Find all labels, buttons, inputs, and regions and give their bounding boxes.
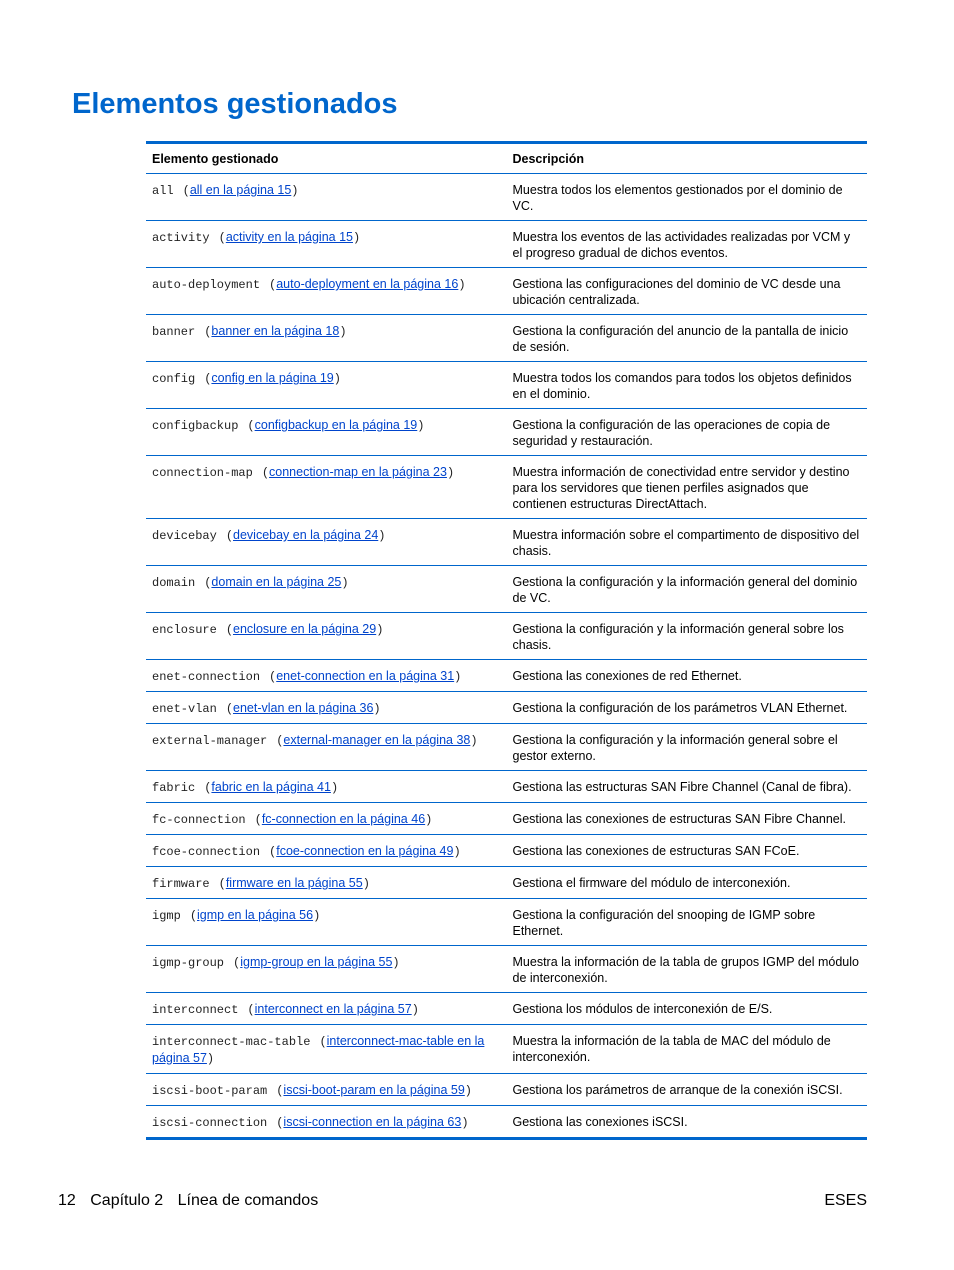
managed-element-cell: fcoe-connection (fcoe-connection en la página 49) xyxy=(146,835,506,867)
description-cell: Gestiona la configuración de los parámetros VLAN Ethernet. xyxy=(506,692,867,724)
page-reference-link[interactable]: igmp en la página 56 xyxy=(197,908,314,922)
table-row xyxy=(146,724,867,771)
command-name: auto-deployment xyxy=(152,278,261,292)
page-reference-link[interactable]: enet-vlan en la página 36 xyxy=(233,701,374,715)
page-reference-link[interactable]: all en la página 15 xyxy=(189,183,292,197)
command-name: fc-connection xyxy=(152,813,246,827)
table-row xyxy=(146,456,867,519)
footer-left xyxy=(58,1192,328,1210)
managed-element-cell: banner (banner en la página 18) xyxy=(146,315,506,362)
command-name: all xyxy=(152,184,174,198)
description-cell: Gestiona las conexiones iSCSI. xyxy=(506,1106,867,1139)
page-title: Elementos gestionados xyxy=(72,88,398,120)
managed-element-cell: firmware (firmware en la página 55) xyxy=(146,867,506,899)
description-cell: Muestra la información de la tabla de grupos IGMP del módulo de interconexión. xyxy=(506,946,867,993)
table-row xyxy=(146,660,867,692)
table-row xyxy=(146,221,867,268)
command-name: configbackup xyxy=(152,419,239,433)
description-cell: Muestra los eventos de las actividades realizadas por VCM y el progreso gradual de dichos eventos. xyxy=(506,221,867,268)
page-reference-link[interactable]: firmware en la página 55 xyxy=(225,876,363,890)
command-name: fabric xyxy=(152,781,196,795)
table-row xyxy=(146,1074,867,1106)
command-name: activity xyxy=(152,231,210,245)
table-row xyxy=(146,803,867,835)
page-reference-link[interactable]: fc-connection en la página 46 xyxy=(261,812,426,826)
command-name: enet-vlan xyxy=(152,702,217,716)
table-header-row xyxy=(146,143,867,174)
page-reference-link[interactable]: connection-map en la página 23 xyxy=(269,465,447,479)
page-reference-link[interactable]: fabric en la página 41 xyxy=(211,780,331,794)
page-reference-link[interactable]: igmp-group en la página 55 xyxy=(240,955,393,969)
description-cell: Muestra todos los elementos gestionados por el dominio de VC. xyxy=(506,174,867,221)
page-reference-link[interactable]: devicebay en la página 24 xyxy=(233,528,379,542)
command-name: interconnect xyxy=(152,1003,239,1017)
command-name: external-manager xyxy=(152,734,268,748)
command-name: enclosure xyxy=(152,623,217,637)
table-row xyxy=(146,771,867,803)
table-row xyxy=(146,362,867,409)
column-header-item: Elemento gestionado xyxy=(146,143,506,174)
page-reference-link[interactable]: activity en la página 15 xyxy=(225,230,353,244)
page-reference-link[interactable]: iscsi-boot-param en la página 59 xyxy=(283,1083,465,1097)
table-row xyxy=(146,315,867,362)
description-cell: Muestra la información de la tabla de MAC del módulo de interconexión. xyxy=(506,1025,867,1074)
page-reference-link[interactable]: interconnect-mac-table en la página 57 xyxy=(152,1034,485,1065)
description-cell: Gestiona las configuraciones del dominio de VC desde una ubicación centralizada. xyxy=(506,268,867,315)
table-row xyxy=(146,409,867,456)
managed-element-cell: devicebay (devicebay en la página 24) xyxy=(146,519,506,566)
table-row xyxy=(146,1025,867,1074)
managed-element-cell: interconnect-mac-table (interconnect-mac-table en la página 57) xyxy=(146,1025,506,1074)
table-row xyxy=(146,1106,867,1139)
description-cell: Gestiona la configuración del anuncio de la pantalla de inicio de sesión. xyxy=(506,315,867,362)
managed-element-cell: igmp (igmp en la página 56) xyxy=(146,899,506,946)
managed-elements-table xyxy=(146,141,867,1140)
table-row xyxy=(146,692,867,724)
footer-lang-code: ESES xyxy=(824,1192,867,1209)
command-name: banner xyxy=(152,325,196,339)
footer-chapter: Capítulo 2 xyxy=(90,1192,164,1209)
command-name: fcoe-connection xyxy=(152,845,261,859)
table-body xyxy=(146,174,867,1139)
description-cell: Muestra información sobre el compartimento de dispositivo del chasis. xyxy=(506,519,867,566)
command-name: config xyxy=(152,372,196,386)
table-row xyxy=(146,946,867,993)
table-row xyxy=(146,867,867,899)
table-row xyxy=(146,566,867,613)
command-name: connection-map xyxy=(152,466,253,480)
description-cell: Gestiona la configuración y la información general del dominio de VC. xyxy=(506,566,867,613)
page-reference-link[interactable]: enet-connection en la página 31 xyxy=(276,669,455,683)
managed-element-cell: enclosure (enclosure en la página 29) xyxy=(146,613,506,660)
managed-element-cell: connection-map (connection-map en la página 23) xyxy=(146,456,506,519)
description-cell: Gestiona los parámetros de arranque de la conexión iSCSI. xyxy=(506,1074,867,1106)
page-reference-link[interactable]: enclosure en la página 29 xyxy=(233,622,377,636)
managed-element-cell: external-manager (external-manager en la página 38) xyxy=(146,724,506,771)
command-name: devicebay xyxy=(152,529,217,543)
column-header-description: Descripción xyxy=(506,143,867,174)
command-name: iscsi-boot-param xyxy=(152,1084,268,1098)
description-cell: Gestiona las estructuras SAN Fibre Channel (Canal de fibra). xyxy=(506,771,867,803)
managed-elements-table-wrap xyxy=(146,141,867,1140)
command-name: iscsi-connection xyxy=(152,1116,268,1130)
managed-element-cell: igmp-group (igmp-group en la página 55) xyxy=(146,946,506,993)
managed-element-cell: fc-connection (fc-connection en la página 46) xyxy=(146,803,506,835)
description-cell: Muestra todos los comandos para todos los objetos definidos en el dominio. xyxy=(506,362,867,409)
page-reference-link[interactable]: external-manager en la página 38 xyxy=(283,733,471,747)
table-row xyxy=(146,613,867,660)
managed-element-cell: all (all en la página 15) xyxy=(146,174,506,221)
managed-element-cell: activity (activity en la página 15) xyxy=(146,221,506,268)
page-reference-link[interactable]: interconnect en la página 57 xyxy=(254,1002,412,1016)
command-name: igmp xyxy=(152,909,181,923)
description-cell: Gestiona las conexiones de red Ethernet. xyxy=(506,660,867,692)
page-reference-link[interactable]: iscsi-connection en la página 63 xyxy=(283,1115,462,1129)
command-name: interconnect-mac-table xyxy=(152,1035,311,1049)
description-cell: Gestiona la configuración de las operaciones de copia de seguridad y restauración. xyxy=(506,409,867,456)
table-row xyxy=(146,268,867,315)
table-row xyxy=(146,519,867,566)
description-cell: Gestiona la configuración y la información general sobre los chasis. xyxy=(506,613,867,660)
description-cell: Gestiona la configuración y la información general sobre el gestor externo. xyxy=(506,724,867,771)
command-name: igmp-group xyxy=(152,956,225,970)
page-reference-link[interactable]: configbackup en la página 19 xyxy=(254,418,418,432)
page-reference-link[interactable]: domain en la página 25 xyxy=(211,575,342,589)
command-name: domain xyxy=(152,576,196,590)
managed-element-cell: iscsi-boot-param (iscsi-boot-param en la página 59) xyxy=(146,1074,506,1106)
footer-chapter-title: Línea de comandos xyxy=(177,1192,319,1209)
managed-element-cell: fabric (fabric en la página 41) xyxy=(146,771,506,803)
description-cell: Gestiona los módulos de interconexión de E/S. xyxy=(506,993,867,1025)
managed-element-cell: enet-vlan (enet-vlan en la página 36) xyxy=(146,692,506,724)
managed-element-cell: domain (domain en la página 25) xyxy=(146,566,506,613)
command-name: firmware xyxy=(152,877,210,891)
description-cell: Gestiona la configuración del snooping de IGMP sobre Ethernet. xyxy=(506,899,867,946)
table-row xyxy=(146,835,867,867)
page-reference-link[interactable]: banner en la página 18 xyxy=(211,324,340,338)
table-row xyxy=(146,899,867,946)
managed-element-cell: auto-deployment (auto-deployment en la página 16) xyxy=(146,268,506,315)
table-row xyxy=(146,174,867,221)
page-reference-link[interactable]: config en la página 19 xyxy=(211,371,334,385)
command-name: enet-connection xyxy=(152,670,261,684)
description-cell: Muestra información de conectividad entre servidor y destino para los servidores que tienen perfiles asignados que contienen estructuras DirectAttach. xyxy=(506,456,867,519)
description-cell: Gestiona las conexiones de estructuras SAN FCoE. xyxy=(506,835,867,867)
page-reference-link[interactable]: fcoe-connection en la página 49 xyxy=(276,844,454,858)
description-cell: Gestiona el firmware del módulo de interconexión. xyxy=(506,867,867,899)
description-cell: Gestiona las conexiones de estructuras SAN Fibre Channel. xyxy=(506,803,867,835)
managed-element-cell: configbackup (configbackup en la página 19) xyxy=(146,409,506,456)
managed-element-cell: config (config en la página 19) xyxy=(146,362,506,409)
page-reference-link[interactable]: auto-deployment en la página 16 xyxy=(276,277,459,291)
table-row xyxy=(146,993,867,1025)
managed-element-cell: enet-connection (enet-connection en la página 31) xyxy=(146,660,506,692)
managed-element-cell: iscsi-connection (iscsi-connection en la página 63) xyxy=(152,1115,469,1130)
managed-element-cell: interconnect (interconnect en la página 57) xyxy=(146,993,506,1025)
footer-page-number: 12 xyxy=(58,1192,76,1209)
